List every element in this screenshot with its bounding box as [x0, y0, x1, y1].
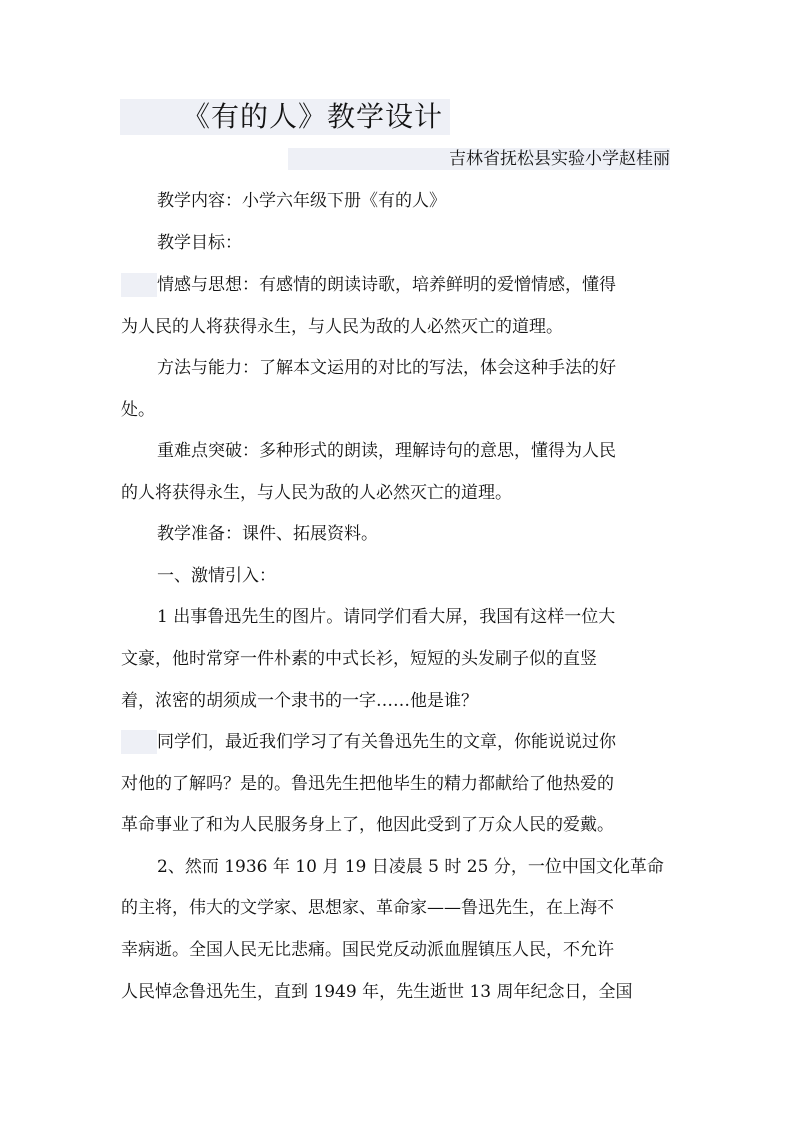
paragraph-line: 重难点突破：多种形式的朗读，理解诗句的意思，懂得为人民 — [157, 441, 616, 461]
document-author: 吉林省抚松县实验小学赵桂丽 — [288, 148, 670, 170]
paragraph-line: 文豪，他时常穿一件朴素的中式长衫，短短的头发刷子似的直竖 — [121, 649, 597, 669]
paragraph-line: 1 出事鲁迅先生的图片。请同学们看大屏，我国有这样一位大 — [157, 607, 616, 627]
document-title: 《有的人》教学设计 — [182, 100, 444, 133]
paragraph-line: 情感与思想：有感情的朗读诗歌，培养鲜明的爱憎情感，懂得 — [157, 275, 616, 295]
paragraph-line: 同学们，最近我们学习了有关鲁迅先生的文章，你能说说过你 — [157, 732, 616, 752]
paragraph-line: 方法与能力：了解本文运用的对比的写法，体会这种手法的好 — [157, 358, 616, 378]
paragraph-line: 的主将，伟大的文学家、思想家、革命家——鲁迅先生，在上海不 — [121, 898, 614, 918]
section-heading: 一、激情引入： — [157, 566, 276, 586]
paragraph-line: 处。 — [121, 400, 155, 420]
paragraph-line: 教学内容：小学六年级下册《有的人》 — [157, 191, 446, 211]
paragraph-line: 2、然而 1936 年 10 月 19 日凌晨 5 时 25 分，一位中国文化革命 — [157, 857, 664, 877]
paragraph-line: 的人将获得永生，与人民为敌的人必然灭亡的道理。 — [121, 483, 512, 503]
paragraph-line: 教学目标： — [157, 233, 242, 253]
paragraph-line: 教学准备：课件、拓展资料。 — [157, 524, 378, 544]
paragraph-line: 幸病逝。全国人民无比悲痛。国民党反动派血腥镇压人民，不允许 — [121, 940, 614, 960]
paragraph-line: 对他的了解吗？是的。鲁迅先生把他毕生的精力都献给了他热爱的 — [121, 774, 614, 794]
paragraph-line: 为人民的人将获得永生，与人民为敌的人必然灭亡的道理。 — [121, 317, 563, 337]
document-title-block — [120, 99, 450, 135]
paragraph-line: 人民悼念鲁迅先生，直到 1949 年，先生逝世 13 周年纪念日，全国 — [121, 982, 633, 1002]
paragraph-line: 着，浓密的胡须成一个隶书的一字……他是谁？ — [121, 691, 478, 711]
paragraph-line: 革命事业了和为人民服务身上了，他因此受到了万众人民的爱戴。 — [121, 815, 614, 835]
